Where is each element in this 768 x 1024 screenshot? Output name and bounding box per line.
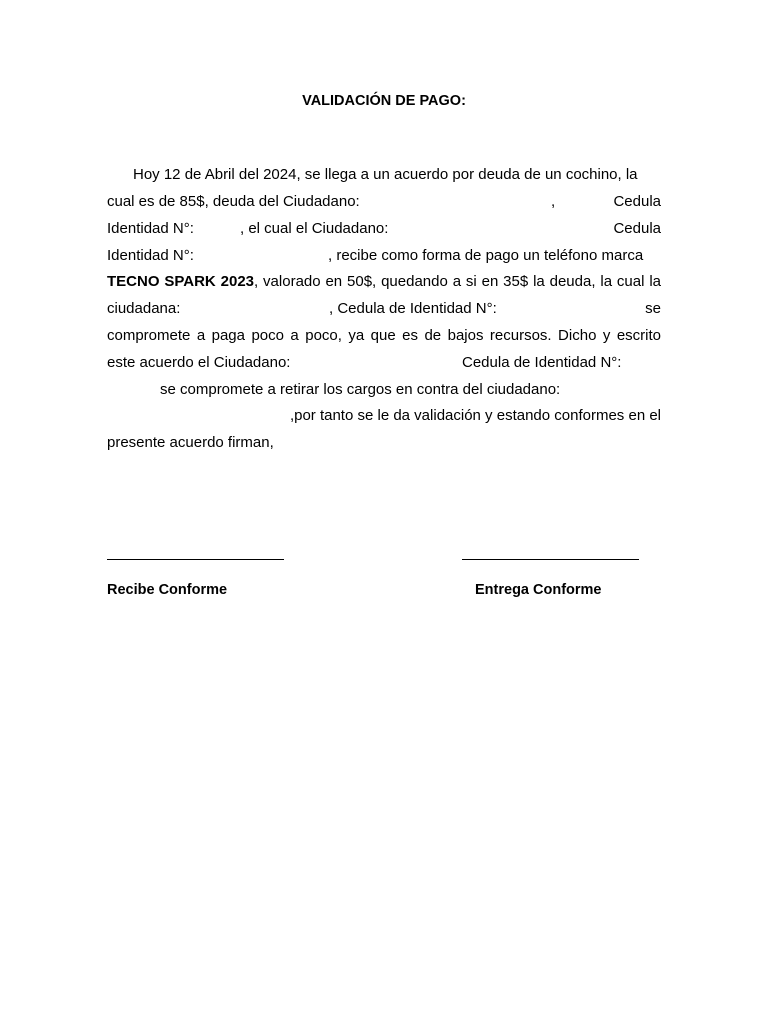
body-text: Identidad N°: — [107, 247, 194, 264]
signature-label-receives: Recibe Conforme — [107, 582, 228, 598]
body-line-6 — [107, 299, 661, 319]
signature-line-right — [462, 559, 639, 560]
body-text: presente acuerdo firman, — [107, 434, 274, 451]
body-line-1 — [107, 165, 661, 185]
body-line-9 — [107, 380, 661, 400]
body-line-10 — [107, 406, 661, 426]
body-line-11 — [107, 433, 661, 453]
body-text: Cedula de Identidad N°: — [462, 354, 622, 371]
body-line-5 — [107, 272, 661, 292]
body-line-4 — [107, 246, 661, 266]
body-text: Cedula — [613, 193, 661, 210]
body-text: , el cual el Ciudadano: — [240, 220, 389, 237]
body-line-3 — [107, 219, 661, 239]
body-text: compromete a paga poco a poco, ya que es de bajos recursos. Dicho y escrito — [107, 327, 661, 344]
body-text: Identidad N°: — [107, 220, 194, 237]
body-text: , Cedula de Identidad N°: — [329, 300, 497, 317]
phone-model: TECNO SPARK 2023 — [107, 273, 255, 290]
body-line-8 — [107, 353, 661, 373]
body-text: Hoy 12 de Abril del 2024, se llega a un acuerdo por deuda de un cochino, la — [133, 166, 638, 183]
body-text: este acuerdo el Ciudadano: — [107, 354, 291, 371]
body-text: ciudadana: — [107, 300, 181, 317]
body-line-2 — [107, 192, 661, 212]
body-line-7 — [107, 326, 661, 346]
body-text: Cedula — [613, 220, 661, 237]
body-text: , valorado en 50$, quedando a si en 35$ la deuda, la cual la — [254, 273, 661, 290]
body-text: ,por tanto se le da validación y estando conformes en el — [289, 407, 661, 424]
body-text: , — [551, 193, 556, 210]
body-text: cual es de 85$, deuda del Ciudadano: — [107, 193, 360, 210]
body-text: se compromete a retirar los cargos en contra del ciudadano: — [160, 381, 561, 398]
body-text: , recibe como forma de pago un teléfono marca — [328, 247, 644, 264]
document-title: VALIDACIÓN DE PAGO: — [302, 93, 466, 109]
body-text: se — [645, 300, 661, 317]
signature-line-left — [107, 559, 284, 560]
signature-label-delivers: Entrega Conforme — [475, 582, 602, 598]
